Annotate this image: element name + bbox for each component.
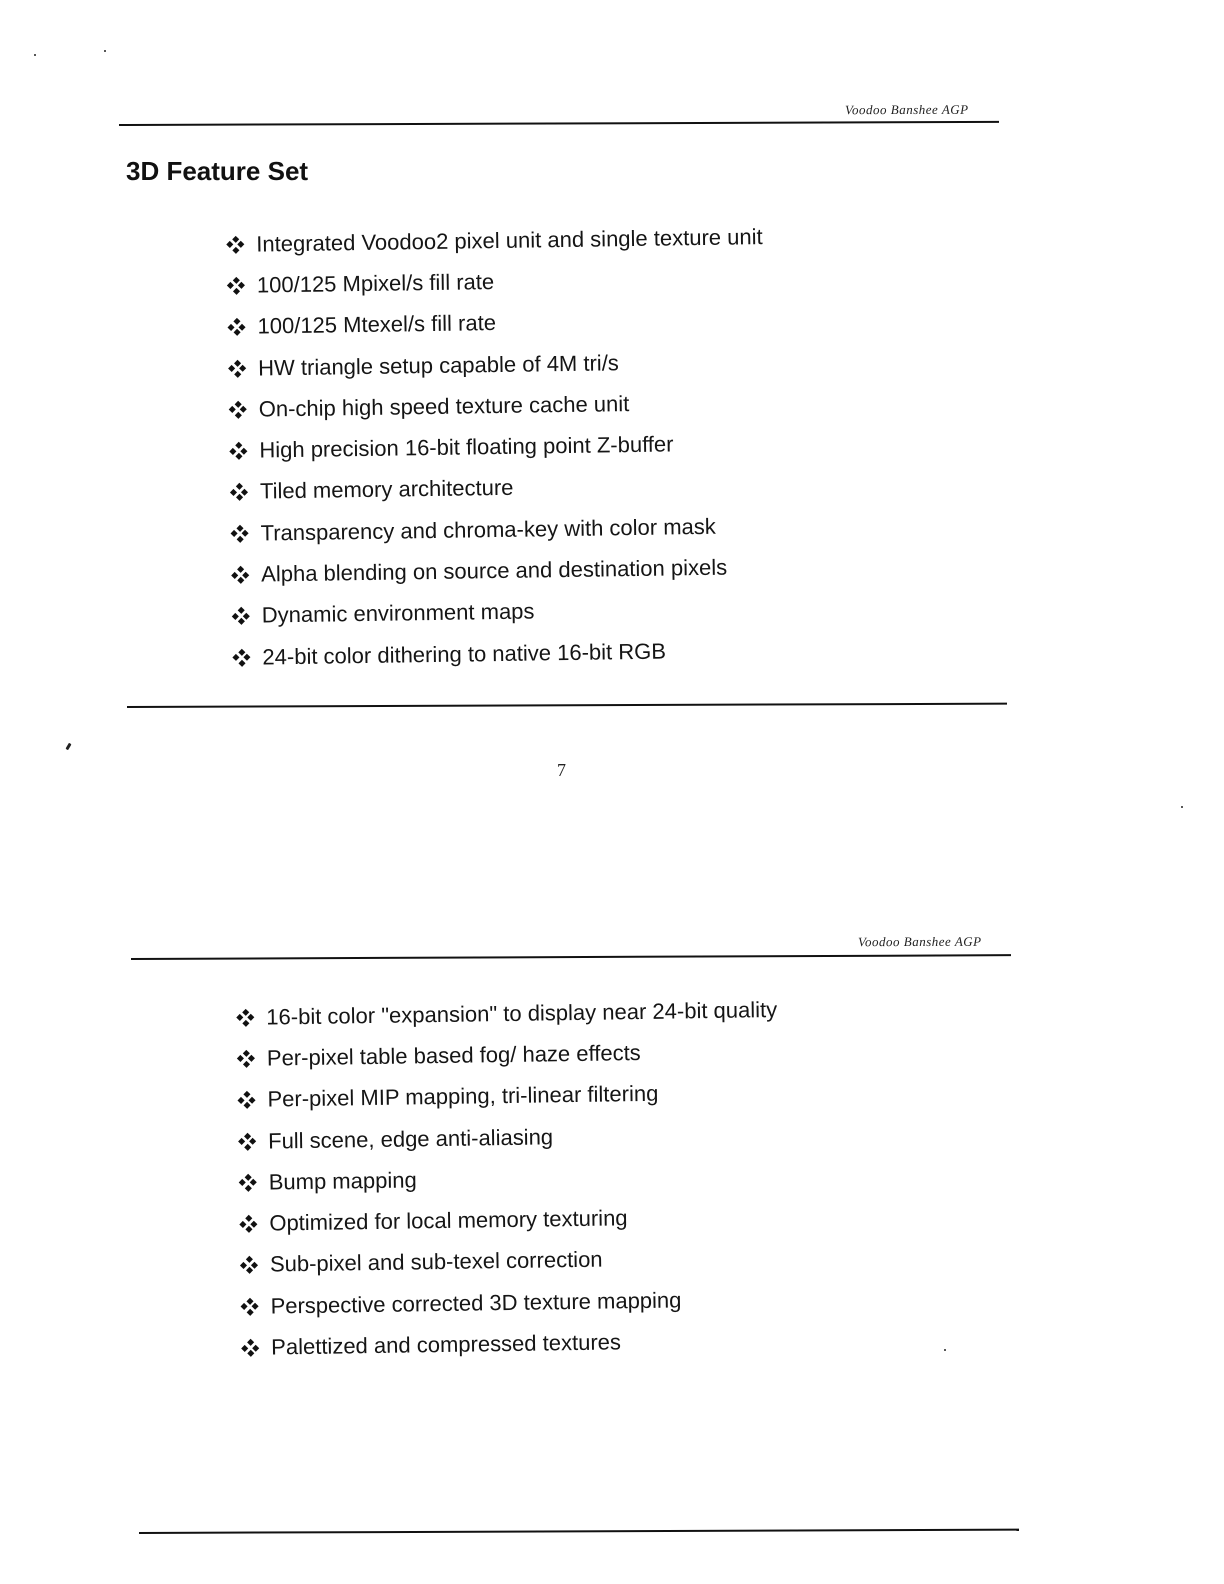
- four-diamond-bullet-icon: [240, 1297, 258, 1315]
- feature-text: Sub-pixel and sub-texel correction: [269, 1247, 603, 1277]
- feature-text: HW triangle setup capable of 4M tri/s: [257, 349, 619, 381]
- scan-speck: [65, 743, 71, 751]
- footer-rule: [139, 1529, 1019, 1534]
- four-diamond-bullet-icon: [231, 566, 249, 584]
- scan-speck: [104, 50, 106, 52]
- feature-text: Full scene, edge anti-aliasing: [267, 1123, 554, 1154]
- header-rule: [131, 954, 1011, 960]
- scan-speck: [944, 1349, 946, 1351]
- feature-text: 100/125 Mtexel/s fill rate: [257, 310, 497, 339]
- header-rule: [119, 121, 999, 126]
- four-diamond-bullet-icon: [230, 524, 248, 542]
- four-diamond-bullet-icon: [229, 401, 247, 419]
- feature-text: Transparency and chroma-key with color mask: [260, 513, 716, 546]
- four-diamond-bullet-icon: [239, 1174, 257, 1192]
- feature-text: On-chip high speed texture cache unit: [258, 390, 630, 422]
- feature-text: Bump mapping: [268, 1167, 417, 1195]
- four-diamond-bullet-icon: [237, 1091, 255, 1109]
- feature-text: Per-pixel table based fog/ haze effects: [266, 1039, 641, 1071]
- feature-text: Optimized for local memory texturing: [269, 1205, 628, 1236]
- feature-text: Alpha blending on source and destination pixels: [261, 554, 728, 587]
- four-diamond-bullet-icon: [226, 235, 244, 253]
- four-diamond-bullet-icon: [232, 648, 250, 666]
- list-item: [241, 1319, 782, 1368]
- feature-text: Per-pixel MIP mapping, tri-linear filtering: [267, 1080, 659, 1112]
- four-diamond-bullet-icon: [239, 1215, 257, 1233]
- four-diamond-bullet-icon: [229, 442, 247, 460]
- four-diamond-bullet-icon: [227, 277, 245, 295]
- list-item: [232, 629, 769, 678]
- running-header: Voodoo Banshee AGP: [844, 101, 969, 118]
- four-diamond-bullet-icon: [241, 1339, 259, 1357]
- feature-text: Dynamic environment maps: [261, 598, 535, 628]
- feature-text: 24-bit color dithering to native 16-bit RGB: [262, 638, 667, 670]
- feature-list: [226, 216, 769, 678]
- footer-rule: [127, 703, 1007, 708]
- four-diamond-bullet-icon: [237, 1050, 255, 1068]
- running-header: Voodoo Banshee AGP: [857, 933, 982, 950]
- four-diamond-bullet-icon: [240, 1256, 258, 1274]
- feature-text: Palettized and compressed textures: [271, 1329, 622, 1360]
- four-diamond-bullet-icon: [236, 1008, 254, 1026]
- feature-text: Tiled memory architecture: [259, 475, 514, 504]
- feature-text: Perspective corrected 3D texture mapping: [270, 1287, 682, 1319]
- scan-speck: [34, 54, 36, 56]
- section-title: 3D Feature Set: [126, 156, 309, 186]
- feature-text: 100/125 Mpixel/s fill rate: [256, 268, 495, 298]
- feature-list: [236, 989, 782, 1369]
- four-diamond-bullet-icon: [227, 318, 245, 336]
- four-diamond-bullet-icon: [238, 1132, 256, 1150]
- four-diamond-bullet-icon: [232, 607, 250, 625]
- feature-text: High precision 16-bit floating point Z-buffer: [259, 431, 674, 463]
- four-diamond-bullet-icon: [230, 483, 248, 501]
- page-number: 7: [557, 760, 566, 780]
- feature-text: Integrated Voodoo2 pixel unit and single texture unit: [256, 223, 763, 257]
- four-diamond-bullet-icon: [228, 359, 246, 377]
- feature-text: 16-bit color "expansion" to display near 24-bit quality: [266, 996, 778, 1030]
- scan-speck: [1181, 806, 1183, 808]
